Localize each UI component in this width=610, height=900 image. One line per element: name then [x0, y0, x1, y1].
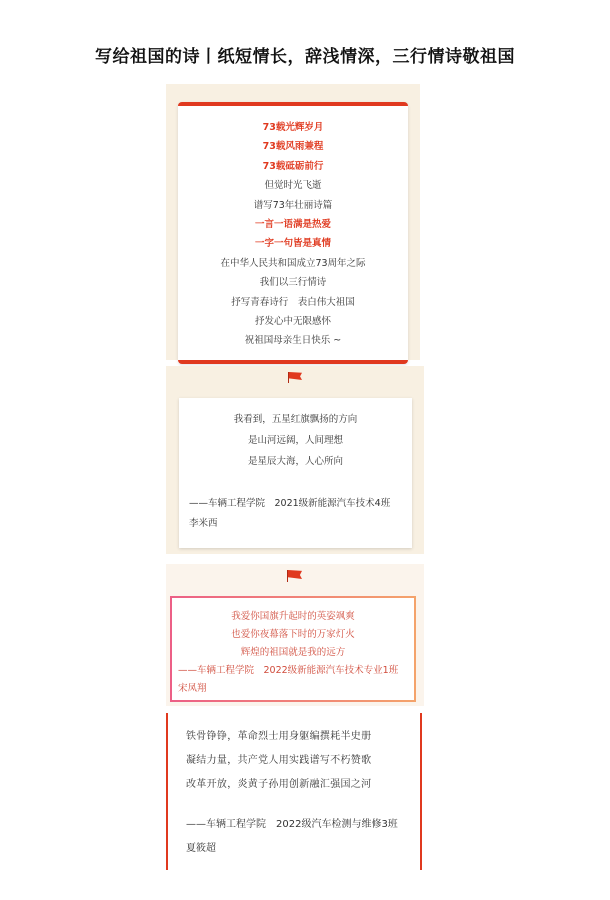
poem-card-3 [166, 713, 422, 870]
intro-line: 一言一语满是热爱 [254, 218, 331, 230]
intro-line: 我们以三行情诗 [259, 277, 327, 289]
intro-line: 祝祖国母亲生日快乐 ~ [244, 335, 342, 347]
intro-line: 一字一句皆是真情 [254, 238, 331, 250]
intro-line: 73载光辉岁月 [262, 122, 324, 133]
poem-line: 也爱你夜幕落下时的万家灯火 [231, 629, 355, 640]
intro-line: 抒发心中无限感怀 [254, 315, 331, 327]
intro-card [178, 102, 408, 364]
intro-line: 在中华人民共和国成立73周年之际 [220, 257, 366, 269]
poem-line: 辉煌的祖国就是我的远方 [240, 647, 346, 658]
intro-line: 抒写青春诗行 表白伟大祖国 [231, 296, 355, 308]
page-title: 写给祖国的诗丨纸短情长，辞浅情深，三行情诗敬祖国 [95, 47, 515, 67]
poem-line: 是星辰大海，人心所向 [247, 456, 343, 467]
poem-card-2 [170, 596, 416, 702]
poem-signature: ——车辆工程学院 2021级新能源汽车技术4班 李米西 [189, 498, 400, 529]
poem-line: 凝结力量，共产党人用实践谱写不朽赞歌 [186, 755, 372, 766]
poem-line: 我看到，五星红旗飘扬的方向 [233, 414, 358, 425]
intro-line: 但觉时光飞逝 [264, 180, 322, 192]
poem-line: 改革开放，炎黄子孙用创新融汇强国之河 [186, 779, 372, 790]
poem-signature: ——车辆工程学院 2022级汽车检测与维修3班 夏筱超 [186, 819, 408, 854]
poem-line: 我爱你国旗升起时的英姿飒爽 [231, 611, 355, 622]
intro-line: 73载风雨兼程 [262, 141, 324, 153]
intro-line: 73载砥砺前行 [262, 160, 324, 172]
intro-poem [178, 118, 408, 351]
poem-card-1 [179, 398, 412, 548]
intro-line: 谱写73年壮丽诗篇 [253, 199, 333, 211]
poem-line: 是山河远阔，人间理想 [247, 435, 343, 446]
poem-line: 铁骨铮铮，革命烈士用身躯编撰耗半史册 [186, 731, 372, 742]
poem-signature: ——车辆工程学院 2022级新能源汽车技术专业1班 宋凤翔 [178, 665, 408, 694]
